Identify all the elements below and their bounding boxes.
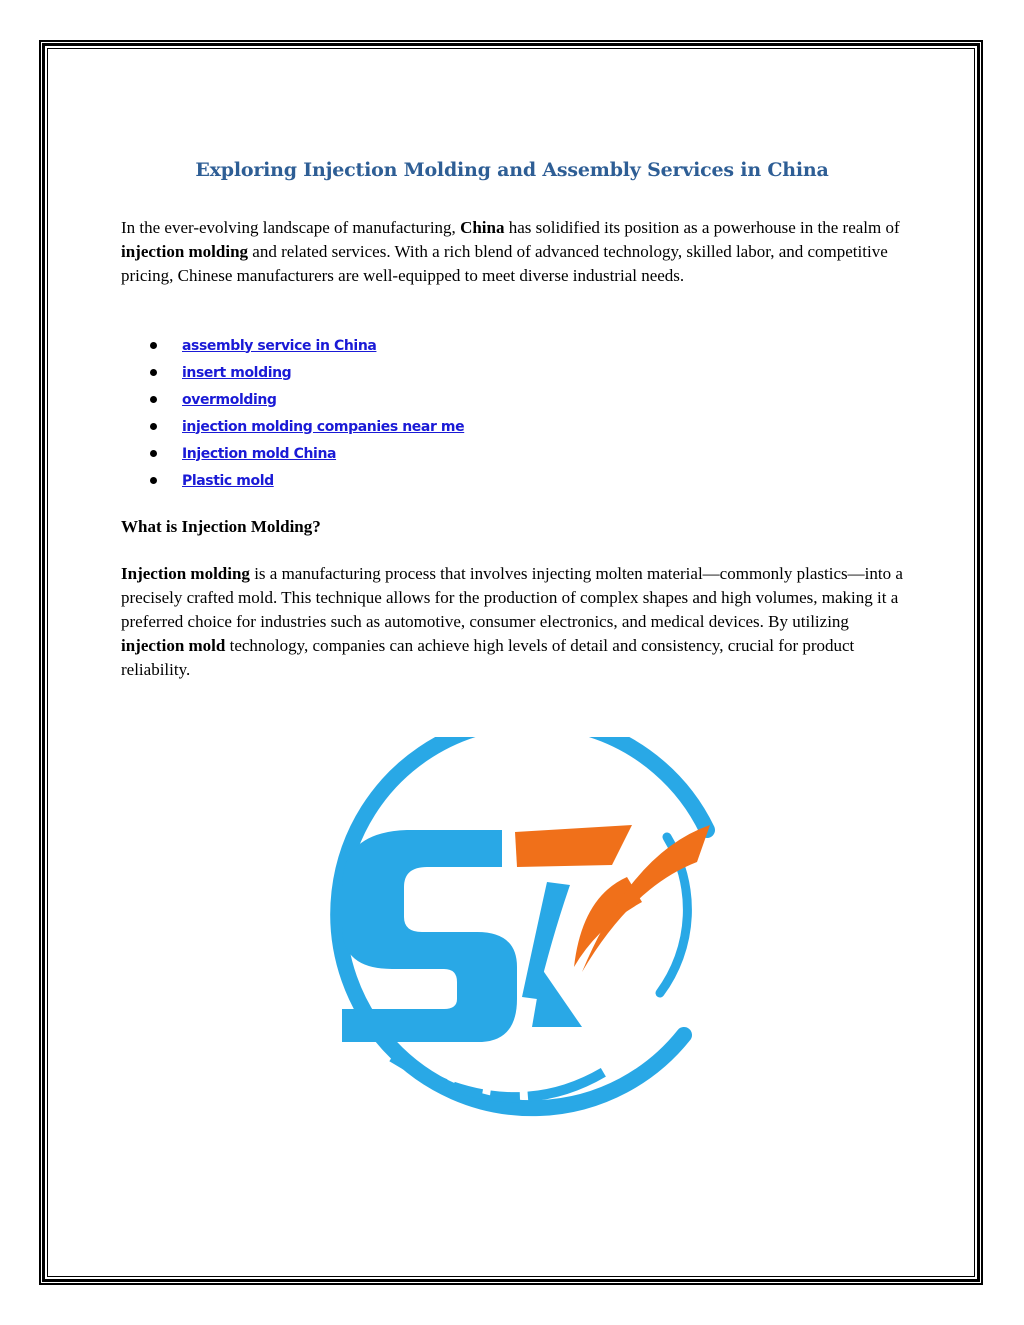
logo-orange-bar xyxy=(515,825,632,867)
list-item xyxy=(148,386,464,413)
link-plastic-mold[interactable]: Plastic mold xyxy=(182,472,274,489)
intro-bold-china: China xyxy=(460,218,505,237)
body-text-1: is a manufacturing process that involves injecting molten material—commonly plastics—into a precisely crafted mold. This technique allows for the production of complex shapes and high volumes, making it a preferred choice for industries such as automotive, consumer electronics, and medical devices. By utilizing xyxy=(121,564,903,631)
bullet-icon xyxy=(150,369,157,376)
logo-bottom-arc xyxy=(392,1057,612,1097)
link-injection-molding-companies[interactable]: injection molding companies near me xyxy=(182,418,465,435)
bullet-icon xyxy=(150,450,157,457)
body-bold-injection-molding: Injection molding xyxy=(121,564,250,583)
logo-s-letter xyxy=(342,830,517,1042)
intro-text-2: has solidified its position as a powerhouse in the realm of xyxy=(504,218,900,237)
link-assembly-service[interactable]: assembly service in China xyxy=(182,337,377,354)
intro-text-3: and related services. With a rich blend of advanced technology, skilled labor, and competitive pricing, Chinese manufacturers are well-equipped to meet diverse industrial needs. xyxy=(121,242,888,285)
bullet-icon xyxy=(150,396,157,403)
link-injection-mold-china[interactable]: Injection mold China xyxy=(182,445,337,462)
link-overmolding[interactable]: overmolding xyxy=(182,391,277,408)
section-heading: What is Injection Molding? xyxy=(121,517,321,536)
company-logo xyxy=(312,737,720,1137)
list-item xyxy=(148,467,464,494)
intro-paragraph xyxy=(121,216,911,288)
bullet-icon xyxy=(150,342,157,349)
link-insert-molding[interactable]: insert molding xyxy=(182,364,292,381)
body-text-2: technology, companies can achieve high levels of detail and consistency, crucial for product reliability. xyxy=(121,636,855,679)
intro-text-1: In the ever-evolving landscape of manufacturing, xyxy=(121,218,461,237)
list-item xyxy=(148,440,464,467)
list-item xyxy=(148,413,464,440)
list-item xyxy=(148,332,464,359)
list-item xyxy=(148,359,464,386)
link-list xyxy=(148,332,464,494)
body-bold-injection-mold: injection mold xyxy=(121,636,226,655)
bullet-icon xyxy=(150,477,157,484)
page-title: Exploring Injection Molding and Assembly Services in China xyxy=(195,159,829,181)
bullet-icon xyxy=(150,423,157,430)
intro-bold-injection-molding: injection molding xyxy=(121,242,249,261)
body-paragraph xyxy=(121,562,911,682)
